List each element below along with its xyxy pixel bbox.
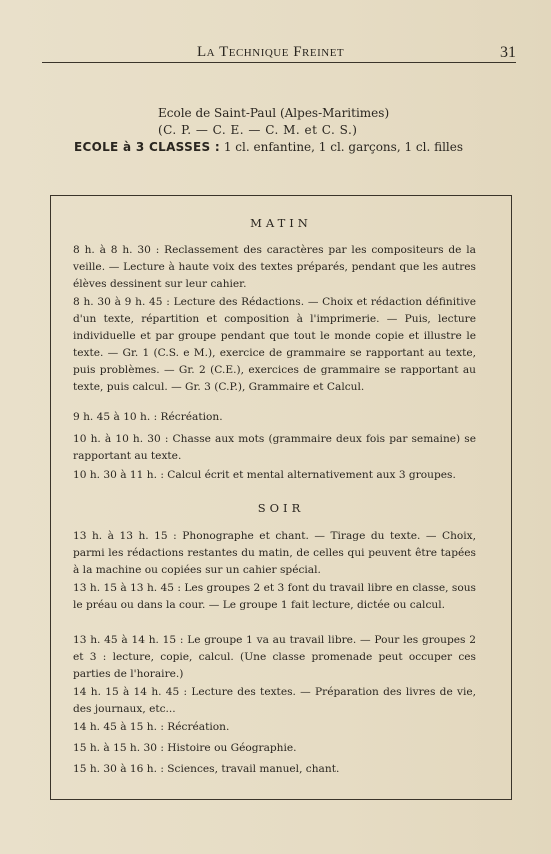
running-title: La Technique Freinet [197,44,345,60]
schedule-entry: 14 h. 45 à 15 h. : Récréation. [73,721,230,733]
schedule-entry: 13 h. 15 à 13 h. 45 : Les groupes 2 et 3 font du travail libre en classe, sous le préau ou dans la cour. — Le groupe 1 fait lecture, dictée ou calcul. [73,582,476,611]
schedule-entry: 15 h. à 15 h. 30 : Histoire ou Géographie. [73,742,297,754]
section-title-soir: SOIR [257,501,305,515]
section-title-matin: MATIN [250,216,312,230]
schedule-entry: 8 h. à 8 h. 30 : Reclassement des caractères par les compositeurs de la veille. — Lecture à haute voix des textes préparés, pendant que les autres élèves dessinent sur leur cahier. [73,244,476,290]
school-classes-label: ECOLE à 3 CLASSES : [74,140,221,154]
schedule-entry: 9 h. 45 à 10 h. : Récréation. [73,411,223,423]
school-classes [74,139,463,156]
schedule-entry: 15 h. 30 à 16 h. : Sciences, travail manuel, chant. [73,763,340,775]
schedule-entry: 10 h. à 10 h. 30 : Chasse aux mots (grammaire deux fois par semaine) se rapportant au texte. [73,433,476,462]
timetable-box [50,195,512,800]
school-levels: (C. P. — C. E. — C. M. et C. S.) [158,123,358,137]
schedule-entry: 10 h. 30 à 11 h. : Calcul écrit et mental alternativement aux 3 groupes. [73,469,456,481]
page-number: 31 [500,44,516,61]
header-rule [42,62,516,63]
school-classes-detail: 1 cl. enfantine, 1 cl. garçons, 1 cl. filles [220,140,464,154]
school-name: Ecole de Saint-Paul (Alpes-Maritimes) [158,106,390,120]
schedule-entry: 13 h. 45 à 14 h. 15 : Le groupe 1 va au travail libre. — Pour les groupes 2 et 3 : lecture, copie, calcul. (Une classe promenade peut occuper ces parties de l'horaire.) [73,634,476,680]
schedule-entry: 13 h. à 13 h. 15 : Phonographe et chant. — Tirage du texte. — Choix, parmi les rédactions restantes du matin, de celles qui peuvent être tapées à la machine ou copiées sur un cahier spécial. [73,530,476,576]
schedule-entry: 8 h. 30 à 9 h. 45 : Lecture des Rédactions. — Choix et rédaction définitive d'un texte, répartition et composition à l'imprimerie. — Puis, lecture individuelle et par groupe pendant que tout le monde copie et illustre le texte. — Gr. 1 (C.S. e M.), exercice de grammaire se rapportant au texte, puis problèmes. — Gr. 2 (C.E.), exercices de grammaire se rapportant au texte, puis calcul. — Gr. 3 (C.P.), Grammaire et Calcul. [73,296,476,393]
running-header [42,44,516,64]
schedule-entry: 14 h. 15 à 14 h. 45 : Lecture des textes. — Préparation des livres de vie, des journaux, etc... [73,686,476,715]
